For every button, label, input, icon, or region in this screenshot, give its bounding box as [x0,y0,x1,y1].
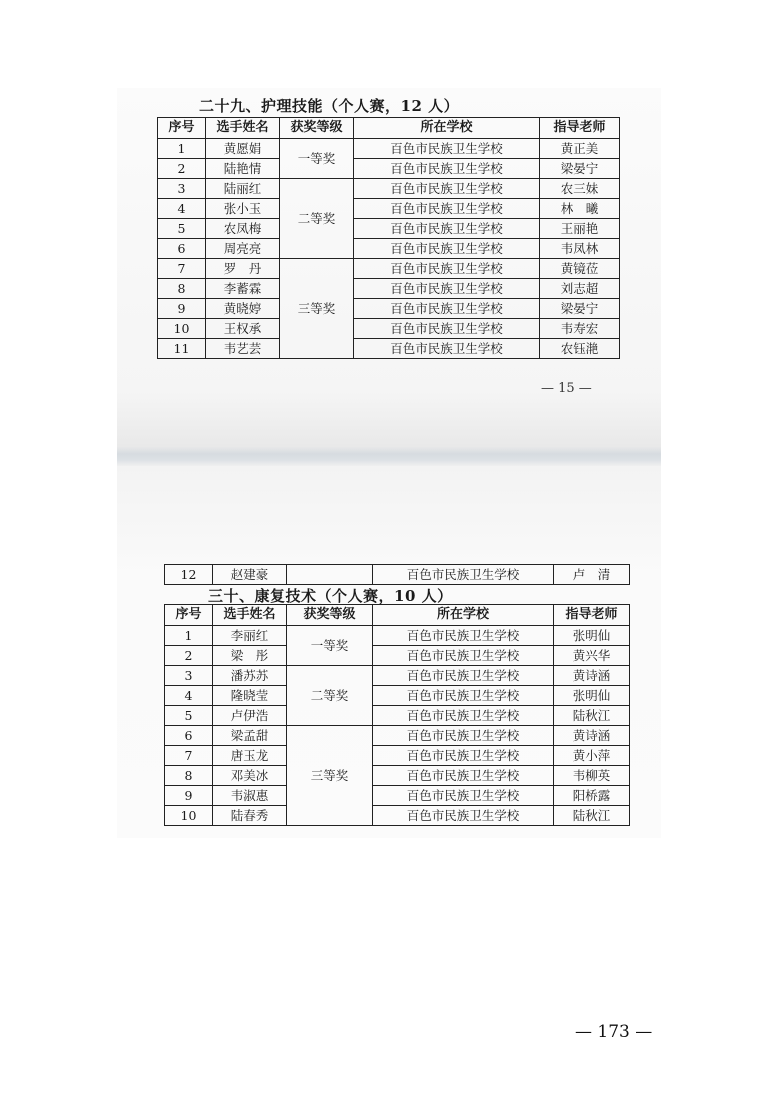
row-no: 8 [165,766,213,786]
table-row [158,179,620,199]
row-no: 3 [158,179,206,199]
header-teacher: 指导老师 [554,605,630,626]
row-name: 王权承 [206,319,280,339]
row-school: 百色市民族卫生学校 [354,219,540,239]
row-name: 梁孟甜 [213,726,287,746]
row-no: 2 [165,646,213,666]
row-teacher: 黄镜莅 [540,259,620,279]
row-name: 邓美冰 [213,766,287,786]
row-no: 9 [158,299,206,319]
table-row [158,219,620,239]
award-second: 二等奖 [280,179,354,259]
row-school: 百色市民族卫生学校 [354,199,540,219]
table-row [158,339,620,359]
row-teacher: 韦凤林 [540,239,620,259]
row-school: 百色市民族卫生学校 [354,179,540,199]
table-header-row [158,118,620,139]
row-award [287,565,373,585]
table-row [165,746,630,766]
row-teacher: 林 曦 [540,199,620,219]
row-teacher: 梁晏宁 [540,159,620,179]
header-award: 获奖等级 [280,118,354,139]
table-row [165,766,630,786]
row-name: 李蓄霖 [206,279,280,299]
row-school: 百色市民族卫生学校 [373,786,554,806]
row-name: 陆春秀 [213,806,287,826]
table-row [165,666,630,686]
table-row [165,726,630,746]
row-teacher: 韦寿宏 [540,319,620,339]
row-name: 潘苏苏 [213,666,287,686]
table-row [165,626,630,646]
table-row [165,706,630,726]
row-name: 农凤梅 [206,219,280,239]
award-first: 一等奖 [287,626,373,666]
row-school: 百色市民族卫生学校 [354,339,540,359]
row-teacher: 黄诗涵 [554,726,630,746]
row-name: 韦淑惠 [213,786,287,806]
row-no: 6 [158,239,206,259]
header-no: 序号 [158,118,206,139]
header-school: 所在学校 [354,118,540,139]
table-row [158,239,620,259]
row-school: 百色市民族卫生学校 [373,646,554,666]
row-teacher: 阳桥露 [554,786,630,806]
page-break-band [117,446,661,466]
table-row [158,259,620,279]
award-second: 二等奖 [287,666,373,726]
row-teacher: 卢 清 [554,565,630,585]
table-row [158,279,620,299]
row-name: 赵建豪 [213,565,287,585]
row-no: 10 [165,806,213,826]
row-school: 百色市民族卫生学校 [373,806,554,826]
row-name: 黄愿娟 [206,139,280,159]
row-school: 百色市民族卫生学校 [373,746,554,766]
row-teacher: 陆秋江 [554,806,630,826]
table-row [158,299,620,319]
row-no: 1 [158,139,206,159]
table-row [165,786,630,806]
row-school: 百色市民族卫生学校 [373,726,554,746]
row-school: 百色市民族卫生学校 [373,686,554,706]
row-no: 9 [165,786,213,806]
row-no: 11 [158,339,206,359]
row-school: 百色市民族卫生学校 [354,159,540,179]
row-teacher: 梁晏宁 [540,299,620,319]
row-name: 陆艳情 [206,159,280,179]
row-teacher: 黄小萍 [554,746,630,766]
row-no: 2 [158,159,206,179]
row-no: 4 [158,199,206,219]
row-no: 3 [165,666,213,686]
row-name: 隆晓莹 [213,686,287,706]
award-third: 三等奖 [287,726,373,826]
row-name: 黄晓婷 [206,299,280,319]
page-number: — 173 — [575,1022,653,1042]
header-school: 所在学校 [373,605,554,626]
row-school: 百色市民族卫生学校 [354,259,540,279]
row-teacher: 黄兴华 [554,646,630,666]
row-teacher: 农钰滟 [540,339,620,359]
table-row [165,686,630,706]
row-school: 百色市民族卫生学校 [373,706,554,726]
table-row [158,319,620,339]
table-row [158,159,620,179]
table-row [165,565,630,585]
row-school: 百色市民族卫生学校 [373,766,554,786]
row-name: 张小玉 [206,199,280,219]
row-no: 5 [165,706,213,726]
row-no: 8 [158,279,206,299]
row-school: 百色市民族卫生学校 [354,299,540,319]
row-teacher: 王丽艳 [540,219,620,239]
row-no: 4 [165,686,213,706]
row-school: 百色市民族卫生学校 [354,139,540,159]
row-school: 百色市民族卫生学校 [354,239,540,259]
table-header-row [165,605,630,626]
row-name: 唐玉龙 [213,746,287,766]
header-name: 选手姓名 [206,118,280,139]
row-name: 李丽红 [213,626,287,646]
row-school: 百色市民族卫生学校 [373,565,554,585]
table-row [165,806,630,826]
row-teacher: 黄诗涵 [554,666,630,686]
row-teacher: 张明仙 [554,626,630,646]
row-teacher: 陆秋江 [554,706,630,726]
row-no: 5 [158,219,206,239]
section-29-title: 二十九、护理技能（个人赛，12 人） [199,97,460,115]
row-name: 韦艺芸 [206,339,280,359]
row-teacher: 农三妹 [540,179,620,199]
table-row [158,139,620,159]
row-school: 百色市民族卫生学校 [354,319,540,339]
row-name: 梁 彤 [213,646,287,666]
row-school: 百色市民族卫生学校 [373,666,554,686]
header-name: 选手姓名 [213,605,287,626]
award-third: 三等奖 [280,259,354,359]
continued-row-table [164,564,630,585]
row-no: 7 [158,259,206,279]
section-30-title: 三十、康复技术（个人赛，10 人） [208,587,453,605]
row-name: 卢伊浩 [213,706,287,726]
inner-page-number: — 15 — [541,381,592,396]
row-teacher: 韦柳英 [554,766,630,786]
row-no: 7 [165,746,213,766]
nursing-skills-table [157,117,620,359]
row-no: 10 [158,319,206,339]
header-no: 序号 [165,605,213,626]
header-teacher: 指导老师 [540,118,620,139]
award-first: 一等奖 [280,139,354,179]
row-name: 陆丽红 [206,179,280,199]
rehab-technique-table [164,604,630,826]
row-school: 百色市民族卫生学校 [373,626,554,646]
header-award: 获奖等级 [287,605,373,626]
row-no: 12 [165,565,213,585]
row-school: 百色市民族卫生学校 [354,279,540,299]
row-teacher: 张明仙 [554,686,630,706]
row-teacher: 刘志超 [540,279,620,299]
row-name: 罗 丹 [206,259,280,279]
row-no: 1 [165,626,213,646]
row-name: 周亮亮 [206,239,280,259]
row-no: 6 [165,726,213,746]
table-row [158,199,620,219]
row-teacher: 黄正美 [540,139,620,159]
table-row [165,646,630,666]
